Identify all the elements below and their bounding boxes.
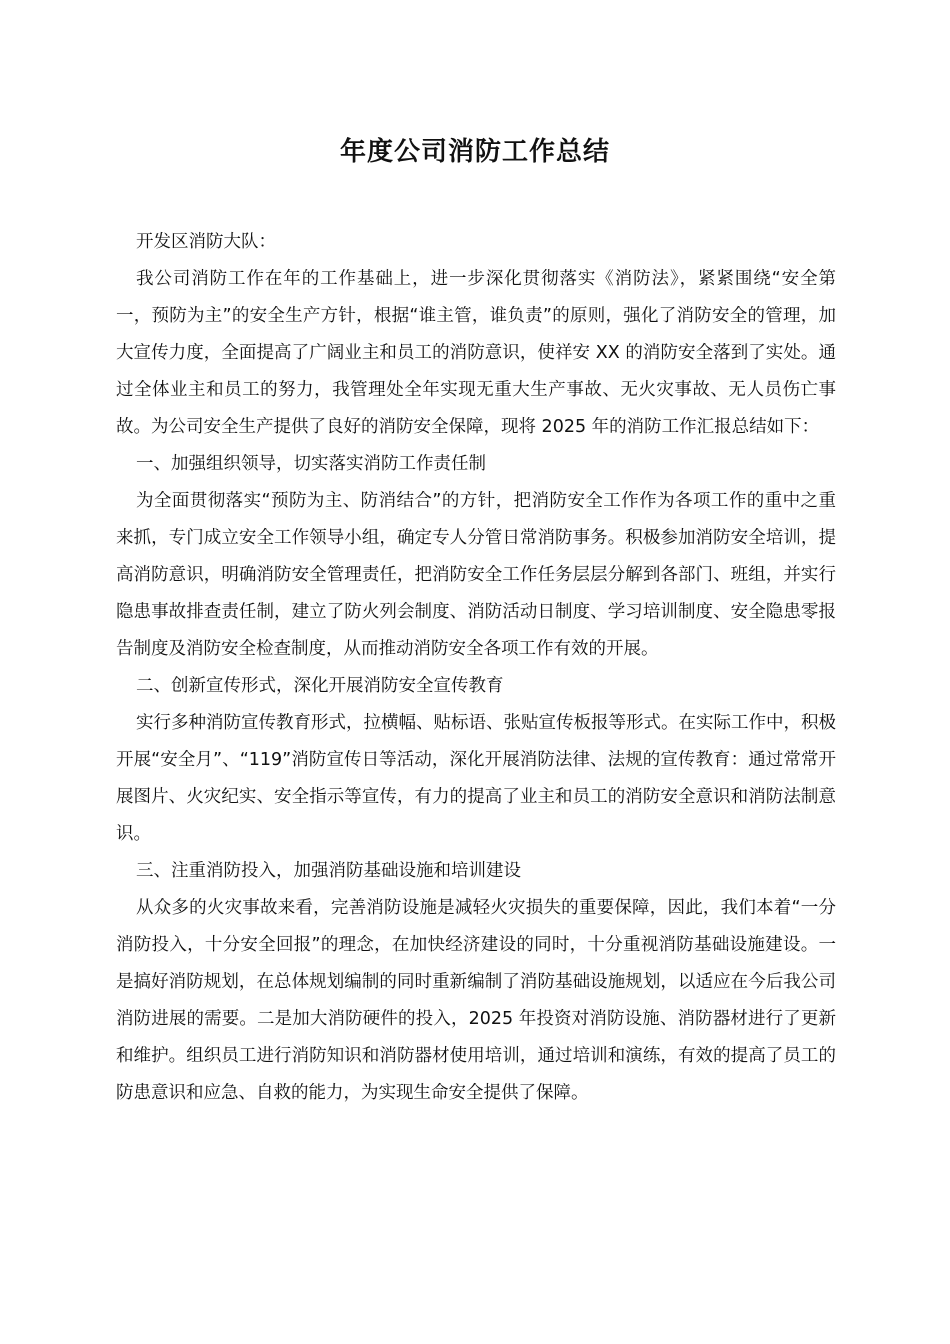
section-body-2: 实行多种消防宣传教育形式，拉横幅、贴标语、张贴宣传板报等形式。在实际工作中，积极开展“安全月”、“119”消防宣传日等活动，深化开展消防法律、法规的宣传教育：通过常常开展图片、火灾纪实、安全指示等宣传，有力的提高了业主和员工的消防安全意识和消防法制意识。 — [116, 713, 836, 844]
document-body — [116, 224, 836, 1112]
section-heading-1: 一、加强组织领导，切实落实消防工作责任制 — [136, 454, 486, 474]
intro-paragraph: 我公司消防工作在年的工作基础上，进一步深化贯彻落实《消防法》，紧紧围绕“安全第一，预防为主”的安全生产方针，根据“谁主管，谁负责”的原则，强化了消防安全的管理，加大宣传力度，全面提高了广阔业主和员工的消防意识，使祥安 XX 的消防安全落到了实处。通过全体业主和员工的努力，我管理处全年实现无重大生产事故、无火灾事故、无人员伤亡事故。为公司安全生产提供了良好的消防安全保障，现将 2025 年的消防工作汇报总结如下： — [116, 269, 836, 437]
section-heading-3: 三、注重消防投入，加强消防基础设施和培训建设 — [136, 861, 521, 881]
section-body-1: 为全面贯彻落实“预防为主、防消结合”的方针，把消防安全工作作为各项工作的重中之重来抓，专门成立安全工作领导小组，确定专人分管日常消防事务。积极参加消防安全培训，提高消防意识，明确消防安全管理责任，把消防安全工作任务层层分解到各部门、班组，并实行隐患事故排查责任制，建立了防火列会制度、消防活动日制度、学习培训制度、安全隐患零报告制度及消防安全检查制度，从而推动消防安全各项工作有效的开展。 — [116, 491, 836, 659]
section-heading-2: 二、创新宣传形式，深化开展消防安全宣传教育 — [136, 676, 504, 696]
document-title: 年度公司消防工作总结 — [339, 137, 610, 167]
section-body-3: 从众多的火灾事故来看，完善消防设施是减轻火灾损失的重要保障，因此，我们本着“一分消防投入，十分安全回报”的理念，在加快经济建设的同时，十分重视消防基础设施建设。一是搞好消防规划，在总体规划编制的同时重新编制了消防基础设施规划，以适应在今后我公司消防进展的需要。二是加大消防硬件的投入，2025 年投资对消防设施、消防器材进行了更新和维护。组织员工进行消防知识和消防器材使用培训，通过培训和演练，有效的提高了员工的防患意识和应急、自救的能力，为实现生命安全提供了保障。 — [116, 898, 836, 1103]
addressee: 开发区消防大队： — [136, 232, 276, 252]
